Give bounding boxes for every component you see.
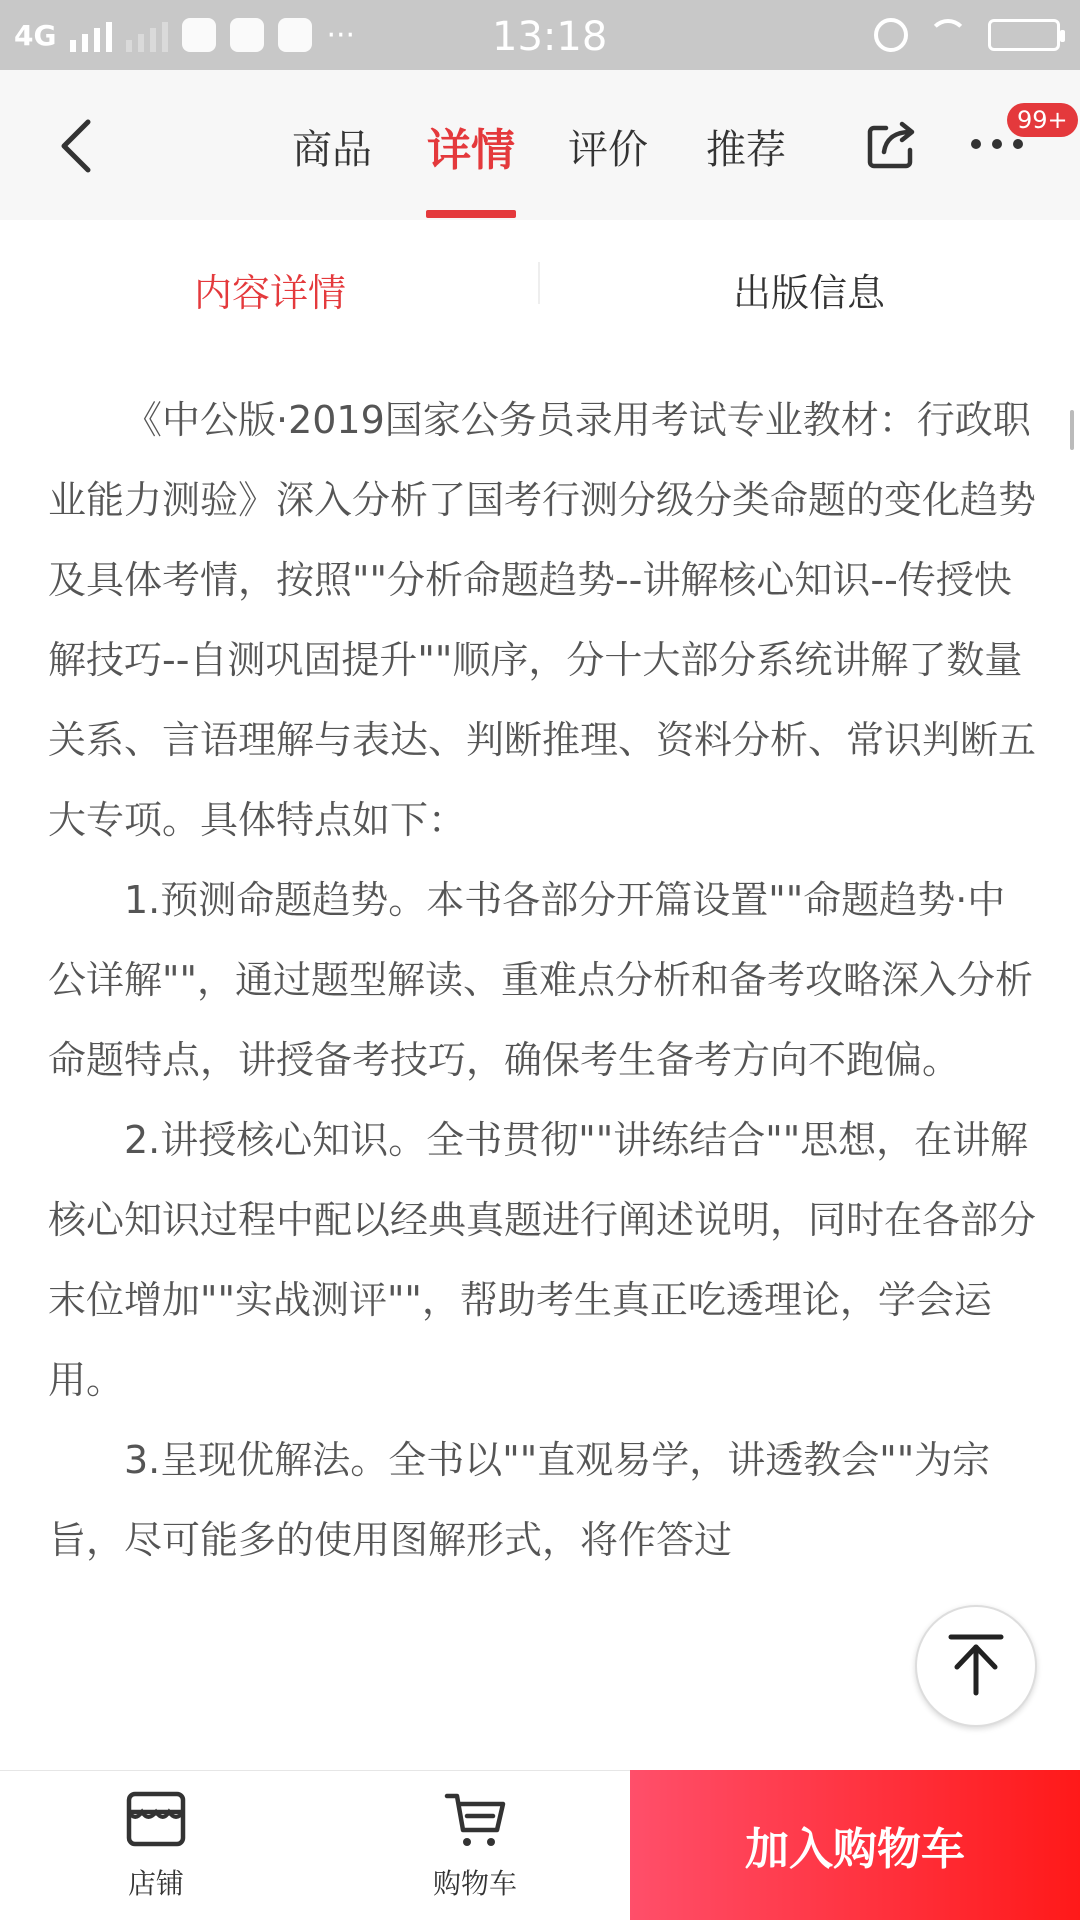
tab-details[interactable]: 详情 xyxy=(427,125,515,176)
active-tab-indicator xyxy=(426,210,516,218)
article-paragraph: 2.讲授核心知识。全书贯彻""讲练结合""思想，在讲解核心知识过程中配以经典真题进行阐述说明，同时在各部分末位增加""实战测评""，帮助考生真正吃透理论，学会运用。 xyxy=(48,1118,1037,1402)
share-icon[interactable] xyxy=(866,118,918,170)
wifi-icon xyxy=(928,19,968,51)
subtab-publish-info[interactable]: 出版信息 xyxy=(733,271,886,315)
cart-button[interactable] xyxy=(410,1790,540,1902)
back-to-top-button[interactable] xyxy=(915,1605,1037,1727)
notification-badge: 99+ xyxy=(1007,103,1078,137)
store-label: 店铺 xyxy=(127,1867,184,1900)
article-paragraph: 3.呈现优解法。全书以""直观易学，讲透教会""为宗旨，尽可能多的使用图解形式，将作答过 xyxy=(48,1438,991,1562)
more-notifications: ··· xyxy=(326,17,356,53)
app-notification-icon xyxy=(230,18,264,52)
scrollbar[interactable] xyxy=(1070,410,1074,450)
back-to-top-icon xyxy=(941,1629,1011,1699)
signal-2-icon xyxy=(126,18,168,52)
detail-subtabs xyxy=(0,220,1080,350)
tab-reviews[interactable]: 评价 xyxy=(568,127,648,173)
cart-label: 购物车 xyxy=(432,1867,517,1900)
status-left xyxy=(14,0,355,70)
battery-icon xyxy=(988,19,1060,51)
store-button[interactable] xyxy=(96,1790,216,1902)
article-paragraph: 1.预测命题趋势。本书各部分开篇设置""命题趋势·中公详解""，通过题型解读、重难点分析和备考攻略深入分析命题特点，讲授备考技巧，确保考生备考方向不跑偏。 xyxy=(48,878,1033,1082)
back-icon[interactable] xyxy=(50,116,110,176)
more-icon[interactable] xyxy=(970,136,1024,152)
status-time: 13:18 xyxy=(492,14,608,60)
status-right xyxy=(874,0,1060,70)
store-icon xyxy=(125,1790,187,1850)
tab-product[interactable]: 商品 xyxy=(292,127,372,173)
add-to-cart-button[interactable]: 加入购物车 xyxy=(630,1770,1080,1920)
top-nav xyxy=(0,70,1080,220)
subtab-divider xyxy=(538,262,540,304)
article-content xyxy=(48,380,1038,1580)
network-type: 4G xyxy=(14,18,57,52)
tab-recommend[interactable]: 推荐 xyxy=(706,127,786,173)
subtab-content-details[interactable]: 内容详情 xyxy=(194,271,347,315)
cart-icon xyxy=(443,1790,507,1850)
alarm-icon xyxy=(874,18,908,52)
article-paragraph: 《中公版·2019国家公务员录用考试专业教材：行政职业能力测验》深入分析了国考行测分级分类命题的变化趋势及具体考情，按照""分析命题趋势--讲解核心知识--传授快解技巧--自测巩固提升""顺序，分十大部分系统讲解了数量关系、言语理解与表达、判断推理、资料分析、常识判断五大专项。具体特点如下： xyxy=(48,398,1037,842)
app-notification-icon xyxy=(182,18,216,52)
signal-icon xyxy=(70,18,112,52)
status-bar xyxy=(0,0,1080,70)
app-notification-icon xyxy=(278,18,312,52)
